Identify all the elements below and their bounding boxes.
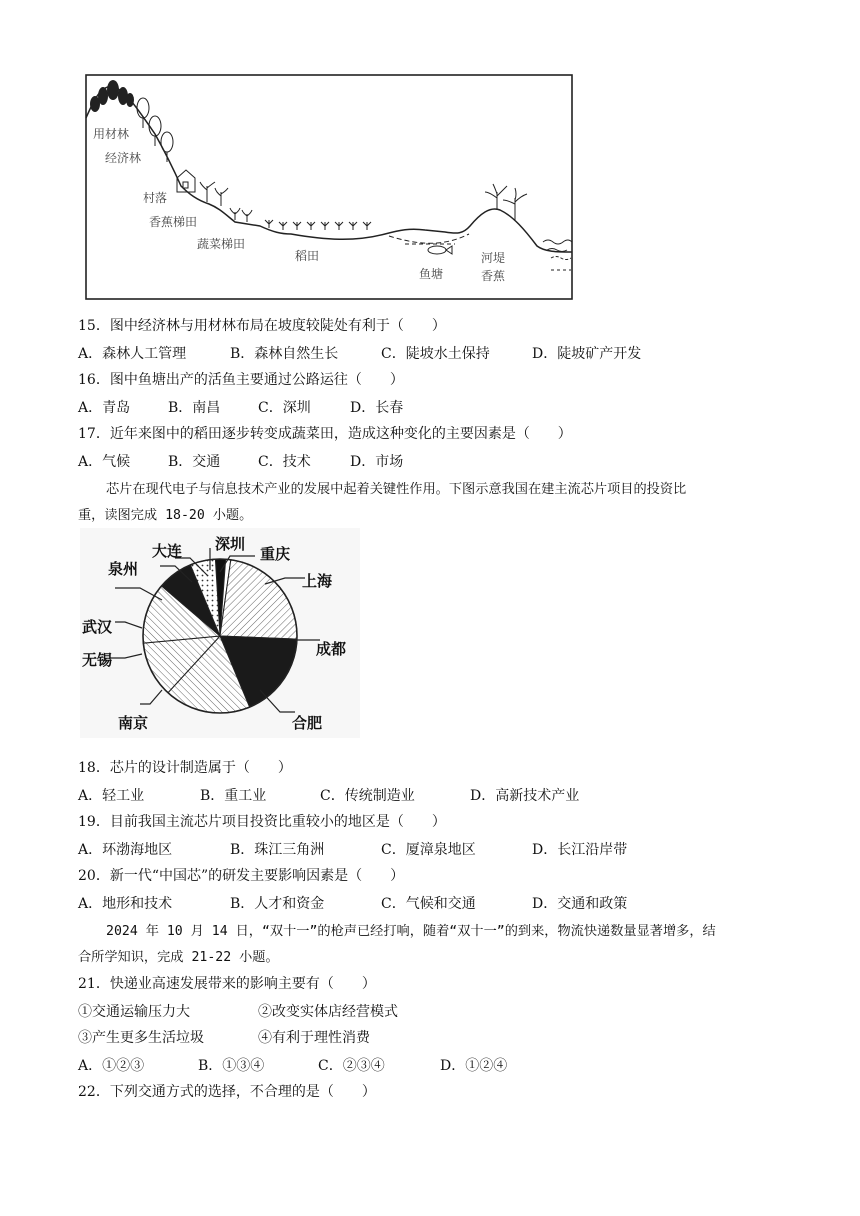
intro-double-eleven-line2: 合所学知识，完成 21-22 小题。: [78, 950, 279, 965]
question-16-stem: 16．图中鱼塘出产的活鱼主要通过公路运往（ ）: [78, 372, 404, 388]
pie-label-6: 南京: [118, 714, 149, 732]
intro-chip-paragraph-line1: 芯片在现代电子与信息技术产业的发展中起着关键性作用。下图示意我国在建主流芯片项目的投资比: [106, 482, 687, 497]
q21-item-4: ④有利于理性消费: [258, 1030, 370, 1046]
q18-option-b: B．重工业: [200, 788, 267, 804]
question-17-stem: 17．近年来图中的稻田逐步转变成蔬菜田，造成这种变化的主要因素是（ ）: [78, 426, 572, 442]
question-19-stem: 19．目前我国主流芯片项目投资比重较小的地区是（ ）: [78, 814, 446, 830]
label-village: 村落: [143, 191, 168, 205]
q21-option-d: D．①②④: [440, 1058, 508, 1074]
q20-option-a: A．地形和技术: [78, 896, 173, 912]
label-rice-field: 稻田: [295, 249, 320, 263]
q19-option-c: C．厦漳泉地区: [381, 842, 476, 858]
pie-label-3: 上海: [302, 572, 333, 590]
pie-label-9: 泉州: [108, 560, 139, 578]
q16-option-b: B．南昌: [168, 400, 221, 416]
q19-option-a: A．环渤海地区: [78, 842, 173, 858]
q19-option-d: D．长江沿岸带: [532, 842, 628, 858]
q16-option-a: A．青岛: [78, 400, 131, 416]
label-levee: 河堤: [481, 251, 506, 265]
land-use-cross-section-diagram: [85, 74, 573, 300]
label-levee-banana: 香蕉: [481, 269, 506, 283]
q16-option-c: C．深圳: [258, 400, 311, 416]
label-vegetable-terrace: 蔬菜梯田: [197, 237, 246, 251]
q18-option-a: A．轻工业: [78, 788, 145, 804]
label-fish-pond: 鱼塘: [419, 267, 444, 281]
pie-label-8: 武汉: [82, 618, 113, 636]
q21-option-c: C．②③④: [318, 1058, 385, 1074]
pie-label-4: 成都: [316, 640, 347, 658]
pie-label-2: 重庆: [260, 545, 291, 563]
q20-option-b: B．人才和资金: [230, 896, 325, 912]
q17-option-b: B．交通: [168, 454, 221, 470]
q16-option-d: D．长春: [350, 400, 404, 416]
pie-label-5: 合肥: [292, 714, 323, 732]
q17-option-a: A．气候: [78, 454, 131, 470]
q21-item-3: ③产生更多生活垃圾: [78, 1030, 204, 1046]
q15-option-b: B．森林自然生长: [230, 346, 339, 362]
q20-option-d: D．交通和政策: [532, 896, 628, 912]
question-21-stem: 21．快递业高速发展带来的影响主要有（ ）: [78, 976, 376, 992]
q21-option-b: B．①③④: [198, 1058, 265, 1074]
intro-chip-paragraph-line2: 重，读图完成 18-20 小题。: [78, 508, 253, 523]
q15-option-c: C．陡坡水土保持: [381, 346, 490, 362]
question-20-stem: 20．新一代“中国芯”的研发主要影响因素是（ ）: [78, 868, 405, 884]
label-banana-terrace: 香蕉梯田: [149, 215, 198, 229]
q20-option-c: C．气候和交通: [381, 896, 476, 912]
pie-label-10: 大连: [152, 542, 183, 560]
q18-option-d: D．高新技术产业: [470, 788, 580, 804]
chip-investment-pie-chart: [80, 528, 360, 738]
question-15-stem: 15．图中经济林与用材林布局在坡度较陡处有利于（ ）: [78, 318, 446, 334]
label-economic-forest: 经济林: [105, 151, 142, 165]
q19-option-b: B．珠江三角洲: [230, 842, 325, 858]
q18-option-c: C．传统制造业: [320, 788, 415, 804]
q17-option-d: D．市场: [350, 454, 404, 470]
question-18-stem: 18．芯片的设计制造属于（ ）: [78, 760, 292, 776]
label-timber-forest: 用材林: [93, 127, 130, 141]
q15-option-a: A．森林人工管理: [78, 346, 187, 362]
intro-double-eleven-line1: 2024 年 10 月 14 日，“双十一”的枪声已经打响，随着“双十一”的到来，物流快递数量显著增多，结: [106, 924, 716, 939]
q21-option-a: A．①②③: [78, 1058, 145, 1074]
q21-item-2: ②改变实体店经营模式: [258, 1004, 398, 1020]
q17-option-c: C．技术: [258, 454, 311, 470]
question-22-stem: 22．下列交通方式的选择，不合理的是（ ）: [78, 1084, 376, 1100]
pie-label-1: 深圳: [215, 535, 246, 553]
pie-label-7: 无锡: [82, 651, 113, 669]
q15-option-d: D．陡坡矿产开发: [532, 346, 642, 362]
q21-item-1: ①交通运输压力大: [78, 1004, 190, 1020]
